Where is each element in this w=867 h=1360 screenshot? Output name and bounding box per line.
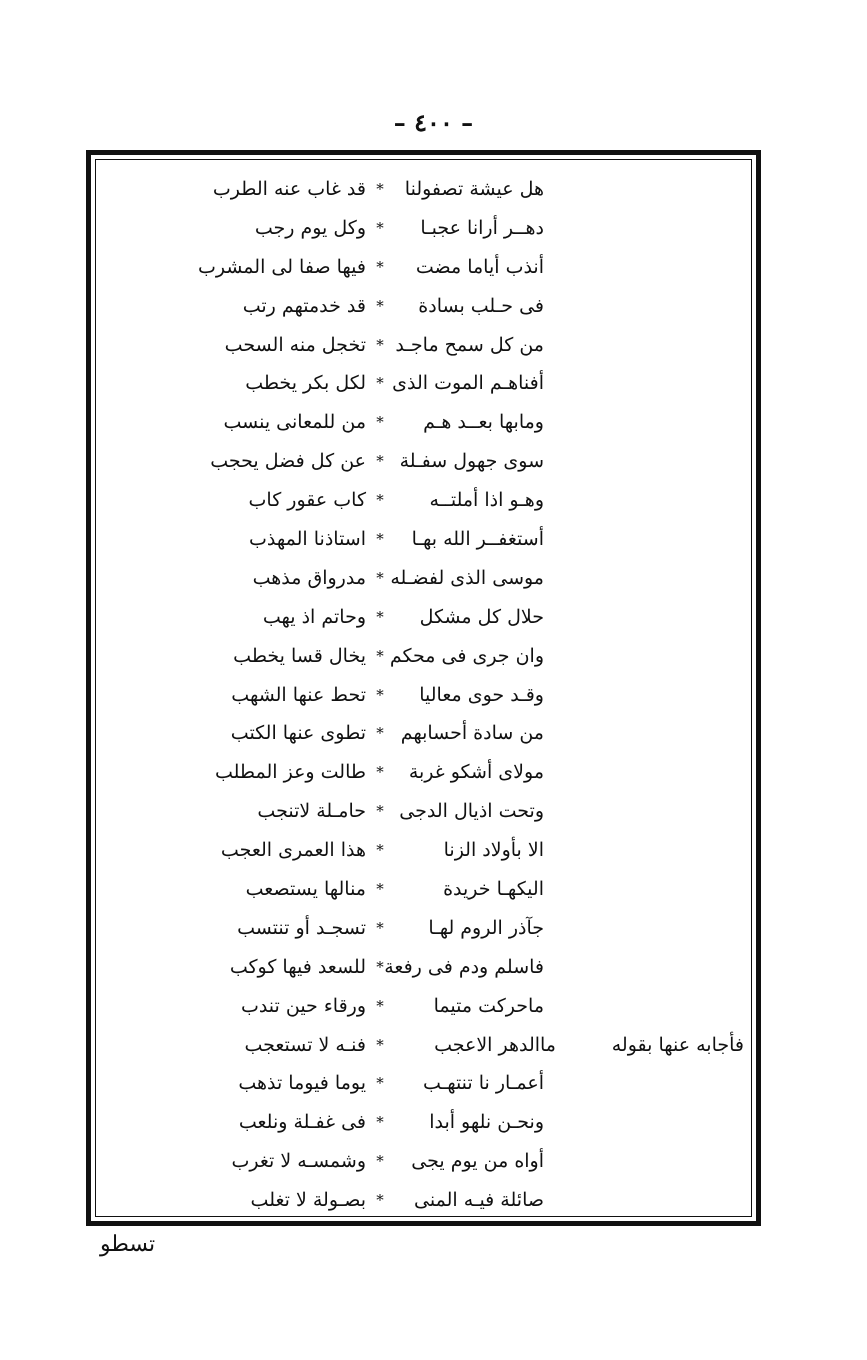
hemistich-separator-star: * bbox=[376, 1035, 384, 1054]
hemistich-separator-star: * bbox=[376, 957, 384, 976]
verse-second-hemistich: تخجل منه السحب bbox=[224, 333, 366, 356]
verse-line bbox=[91, 442, 756, 481]
hemistich-separator-star: * bbox=[376, 1113, 384, 1132]
verse-line bbox=[91, 1103, 756, 1142]
verse-line bbox=[91, 987, 756, 1026]
verse-first-hemistich: أعمـار نا تنتهـب bbox=[422, 1072, 544, 1095]
verse-first-hemistich: وقـد حوى معاليا bbox=[419, 683, 544, 706]
verse-first-hemistich: ومابها بعــد هـم bbox=[423, 411, 544, 434]
verse-first-hemistich: من سادة أحسابهم bbox=[400, 722, 544, 745]
verse-second-hemistich: فنـه لا تستعجب bbox=[244, 1033, 366, 1056]
hemistich-separator-star: * bbox=[376, 685, 384, 704]
verse-first-hemistich: ماالدهر الاعجب bbox=[434, 1033, 556, 1056]
verse-line bbox=[91, 598, 756, 637]
verse-first-hemistich: فى حـلب بسادة bbox=[418, 294, 544, 317]
hemistich-separator-star: * bbox=[376, 880, 384, 899]
verse-first-hemistich: مولاى أشكو غربة bbox=[408, 761, 544, 784]
verse-second-hemistich: مدرواق مذهب bbox=[252, 566, 366, 589]
verse-second-hemistich: بصـولة لا تغلب bbox=[250, 1189, 366, 1212]
hemistich-separator-star: * bbox=[376, 1152, 384, 1171]
verse-line bbox=[91, 559, 756, 598]
verse-first-hemistich: أنذب أياما مضت bbox=[415, 255, 544, 278]
verse-line bbox=[91, 948, 756, 987]
verse-first-hemistich: أفناهـم الموت الذى bbox=[392, 372, 544, 395]
verse-second-hemistich: فى غفـلة ونلعب bbox=[238, 1111, 366, 1134]
verse-second-hemistich: حامـلة لاتنجب bbox=[257, 800, 366, 823]
verse-line bbox=[91, 170, 756, 209]
verse-first-hemistich: اليكهـا خريدة bbox=[443, 878, 544, 901]
verse-second-hemistich: تحط عنها الشهب bbox=[231, 683, 366, 706]
verse-line bbox=[91, 831, 756, 870]
verse-line bbox=[91, 714, 756, 753]
verse-first-hemistich: جآذر الروم لهـا bbox=[428, 916, 544, 939]
verse-second-hemistich: طالت وعز المطلب bbox=[214, 761, 366, 784]
verse-line bbox=[91, 1181, 756, 1220]
reply-heading: فأجابه عنها بقوله bbox=[611, 1033, 744, 1056]
hemistich-separator-star: * bbox=[376, 1074, 384, 1093]
verse-second-hemistich: يوما فيوما تذهب bbox=[238, 1072, 366, 1095]
poem-frame bbox=[86, 150, 761, 1226]
hemistich-separator-star: * bbox=[376, 374, 384, 393]
verse-line bbox=[91, 287, 756, 326]
verse-line bbox=[91, 248, 756, 287]
verse-first-hemistich: دهــر أرانا عجبـا bbox=[420, 216, 544, 239]
verse-second-hemistich: وشمسـه لا تغرب bbox=[231, 1150, 366, 1173]
hemistich-separator-star: * bbox=[376, 257, 384, 276]
verse-line bbox=[91, 1142, 756, 1181]
verse-first-hemistich: من كل سمح ماجـد bbox=[395, 333, 544, 356]
verse-first-hemistich: ماحركت متيما bbox=[433, 994, 544, 1017]
hemistich-separator-star: * bbox=[376, 763, 384, 782]
verse-first-hemistich: أستغفــر الله بهـا bbox=[411, 528, 544, 551]
verse-line bbox=[91, 637, 756, 676]
verse-second-hemistich: لكل بكر يخطب bbox=[245, 372, 366, 395]
verse-second-hemistich: وكل يوم رجب bbox=[254, 216, 366, 239]
verse-line bbox=[91, 403, 756, 442]
verse-second-hemistich: منالها يستصعب bbox=[245, 878, 366, 901]
hemistich-separator-star: * bbox=[376, 802, 384, 821]
verse-first-hemistich: وان جرى فى محكم bbox=[389, 644, 544, 667]
verse-first-hemistich: ونحـن نلهو أبدا bbox=[429, 1111, 544, 1134]
verse-first-hemistich: وهـو اذا أملتــه bbox=[429, 489, 544, 512]
verse-first-hemistich: الا بأولاد الزنا bbox=[443, 839, 544, 862]
hemistich-separator-star: * bbox=[376, 218, 384, 237]
hemistich-separator-star: * bbox=[376, 296, 384, 315]
verse-first-hemistich: سوى جهول سفـلة bbox=[399, 450, 544, 473]
verse-line bbox=[91, 1064, 756, 1103]
verse-second-hemistich: قد غاب عنه الطرب bbox=[212, 178, 366, 200]
verse-first-hemistich: هل عيشة تصفولنا bbox=[404, 178, 544, 200]
verse-line bbox=[91, 676, 756, 715]
verse-second-hemistich: وحاتم اذ يهب bbox=[262, 605, 366, 628]
verse-second-hemistich: تطوى عنها الكتب bbox=[230, 722, 366, 745]
verse-second-hemistich: يخال قسا يخطب bbox=[233, 644, 366, 667]
catchword: تسطو bbox=[100, 1232, 156, 1257]
hemistich-separator-star: * bbox=[376, 918, 384, 937]
hemistich-separator-star: * bbox=[376, 841, 384, 860]
verse-line bbox=[91, 364, 756, 403]
verse-second-hemistich: للسعد فيها كوكب bbox=[229, 955, 366, 978]
verse-first-hemistich: وتحت اذيال الدجى bbox=[399, 800, 544, 823]
verse-second-hemistich: هذا العمرى العجب bbox=[220, 839, 366, 862]
verse-first-hemistich: فاسلم ودم فى رفعة bbox=[384, 955, 544, 978]
hemistich-separator-star: * bbox=[376, 724, 384, 743]
hemistich-separator-star: * bbox=[376, 413, 384, 432]
verse-second-hemistich: قد خدمتهم رتب bbox=[242, 294, 366, 317]
verse-second-hemistich: تسجـد أو تنتسب bbox=[237, 916, 366, 939]
verse-line bbox=[91, 326, 756, 365]
verse-first-hemistich: حلال كل مشكل bbox=[419, 605, 544, 628]
verse-line bbox=[91, 792, 756, 831]
hemistich-separator-star: * bbox=[376, 180, 384, 198]
poem-verses bbox=[91, 170, 756, 1220]
verse-second-hemistich: من للمعانى ينسب bbox=[223, 411, 366, 434]
hemistich-separator-star: * bbox=[376, 568, 384, 587]
verse-second-hemistich: ورقاء حين تندب bbox=[240, 994, 366, 1017]
verse-line bbox=[91, 909, 756, 948]
verse-first-hemistich: أواه من يوم يجى bbox=[411, 1150, 544, 1173]
hemistich-separator-star: * bbox=[376, 335, 384, 354]
hemistich-separator-star: * bbox=[376, 646, 384, 665]
hemistich-separator-star: * bbox=[376, 996, 384, 1015]
page-number: – ٤٠٠ – bbox=[393, 108, 474, 137]
hemistich-separator-star: * bbox=[376, 607, 384, 626]
verse-first-hemistich: موسى الذى لفضـله bbox=[390, 566, 544, 589]
verse-line bbox=[91, 753, 756, 792]
verse-line bbox=[91, 481, 756, 520]
verse-second-hemistich: كاب عقور كاب bbox=[248, 489, 366, 512]
verse-line bbox=[91, 209, 756, 248]
hemistich-separator-star: * bbox=[376, 1191, 384, 1210]
verse-second-hemistich: فيها صفا لى المشرب bbox=[197, 255, 366, 278]
verse-second-hemistich: استاذنا المهذب bbox=[249, 528, 366, 551]
verse-second-hemistich: عن كل فضل يحجب bbox=[210, 450, 366, 473]
verse-line bbox=[91, 520, 756, 559]
hemistich-separator-star: * bbox=[376, 530, 384, 549]
hemistich-separator-star: * bbox=[376, 491, 384, 510]
verse-line bbox=[91, 870, 756, 909]
verse-line bbox=[91, 1026, 756, 1065]
hemistich-separator-star: * bbox=[376, 452, 384, 471]
verse-first-hemistich: صائلة فيـه المنى bbox=[414, 1189, 544, 1212]
